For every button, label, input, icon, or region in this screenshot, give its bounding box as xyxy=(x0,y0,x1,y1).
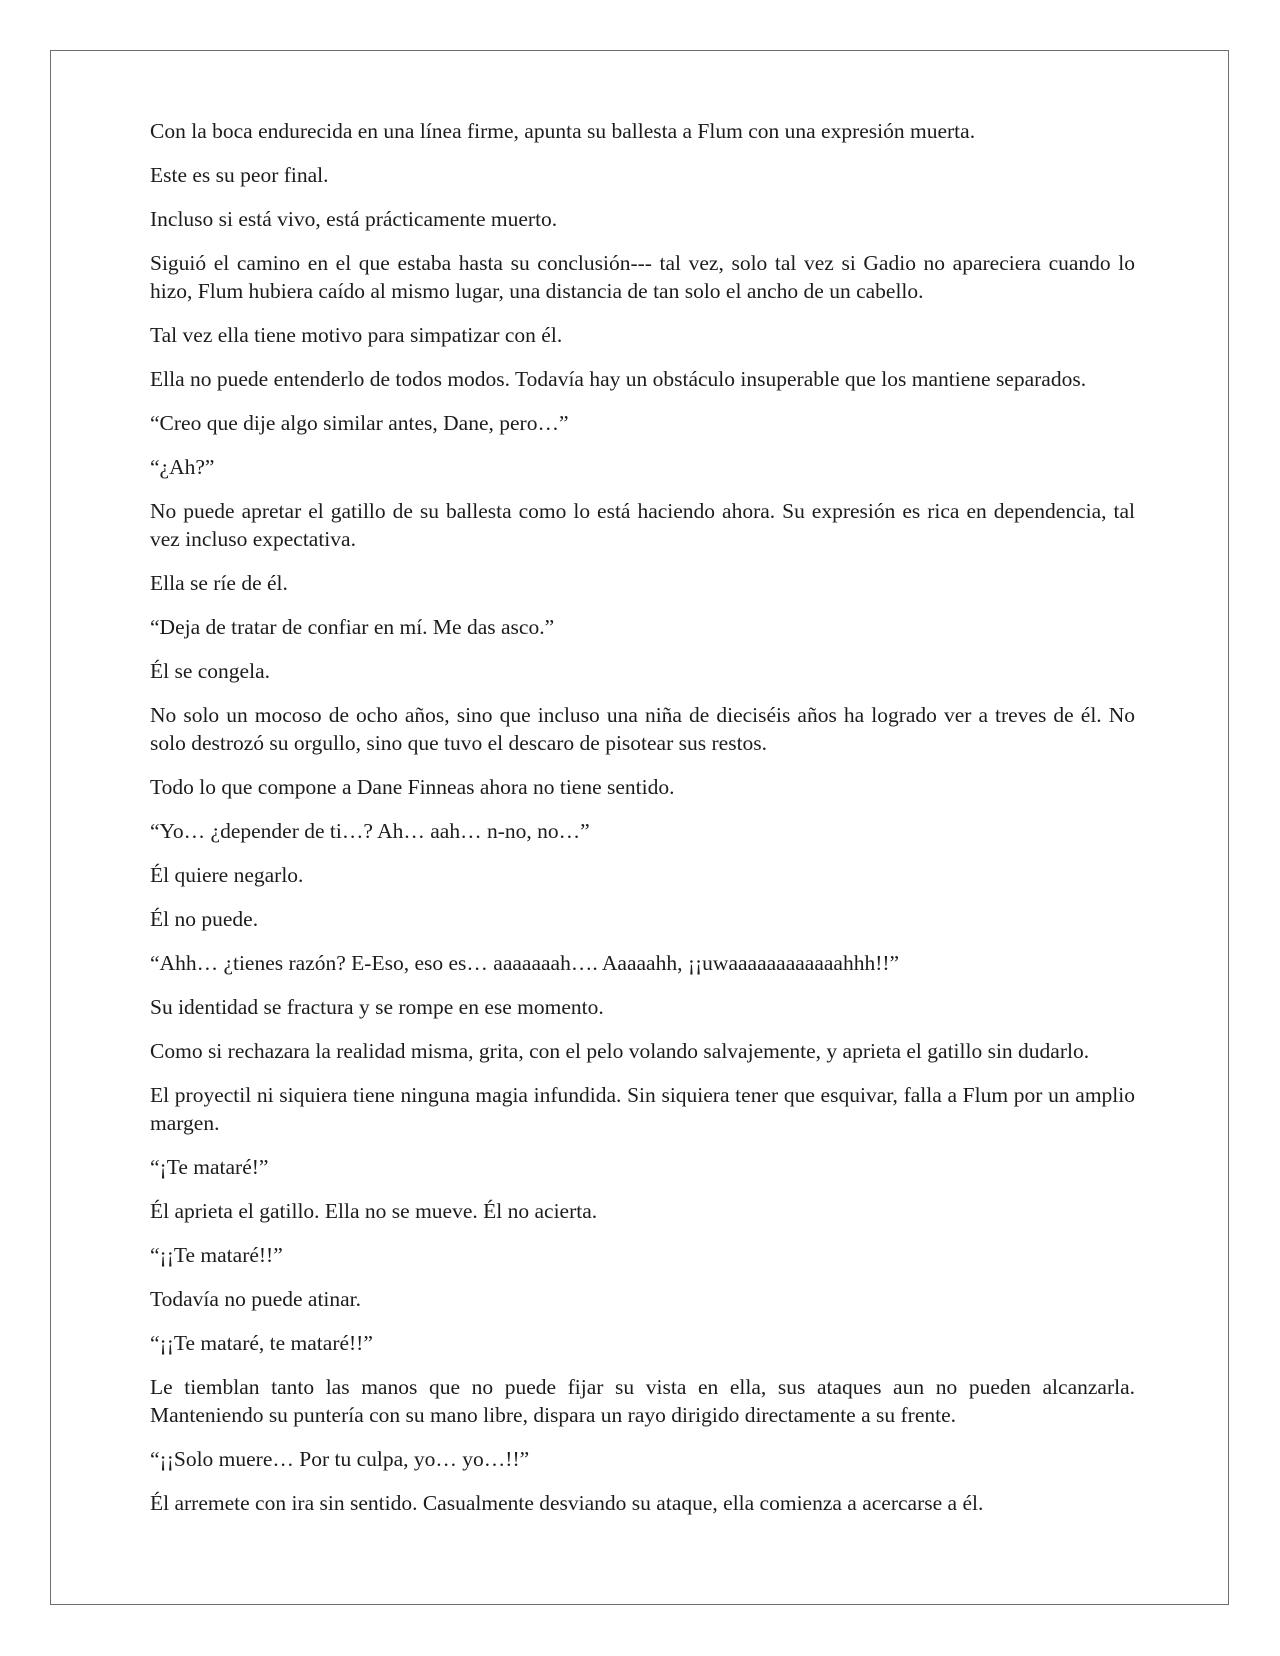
paragraph: Él se congela. xyxy=(150,659,270,683)
paragraph: Su identidad se fractura y se rompe en ese momento. xyxy=(150,995,604,1019)
paragraph: Incluso si está vivo, está prácticamente muerto. xyxy=(150,207,558,231)
paragraph: Siguió el camino en el que estaba hasta su conclusión--- tal vez, solo tal vez si Gadio no apareciera cuando lo hizo, Flum hubiera caído al mismo lugar, una distancia de tan solo el ancho de un cabello. xyxy=(150,251,1135,303)
paragraph: Él no puede. xyxy=(150,907,259,931)
paragraph: “Creo que dije algo similar antes, Dane, pero…” xyxy=(150,411,569,435)
paragraph: Todo lo que compone a Dane Finneas ahora no tiene sentido. xyxy=(150,775,675,799)
paragraph: Ella se ríe de él. xyxy=(150,571,288,595)
paragraph: “¡¡Solo muere… Por tu culpa, yo… yo…!!” xyxy=(150,1447,530,1471)
paragraph: Le tiemblan tanto las manos que no puede fijar su vista en ella, sus ataques aun no pueden alcanzarla. Manteniendo su puntería con su mano libre, dispara un rayo dirigido directamente a su frente. xyxy=(150,1375,1135,1427)
paragraph: El proyectil ni siquiera tiene ninguna magia infundida. Sin siquiera tener que esquivar, falla a Flum por un amplio margen. xyxy=(150,1083,1135,1135)
paragraph: “Ahh… ¿tienes razón? E-Eso, eso es… aaaaaaah…. Aaaaahh, ¡¡uwaaaaaaaaaaaahhh!!” xyxy=(150,951,900,975)
paragraph: Ella no puede entenderlo de todos modos. Todavía hay un obstáculo insuperable que los mantiene separados. xyxy=(150,367,1087,391)
paragraph: “¿Ah?” xyxy=(150,455,215,479)
paragraph: “¡Te mataré!” xyxy=(150,1155,269,1179)
paragraph: Con la boca endurecida en una línea firme, apunta su ballesta a Flum con una expresión muerta. xyxy=(150,119,976,143)
paragraph: No puede apretar el gatillo de su ballesta como lo está haciendo ahora. Su expresión es rica en dependencia, tal vez incluso expectativa. xyxy=(150,499,1135,551)
paragraph: Este es su peor final. xyxy=(150,163,329,187)
paragraph: “Yo… ¿depender de ti…? Ah… aah… n-no, no…” xyxy=(150,819,590,843)
paragraph: Como si rechazara la realidad misma, grita, con el pelo volando salvajemente, y aprieta el gatillo sin dudarlo. xyxy=(150,1039,1090,1063)
paragraph: Él quiere negarlo. xyxy=(150,863,304,887)
paragraph: No solo un mocoso de ocho años, sino que incluso una niña de dieciséis años ha logrado ver a treves de él. No solo destrozó su orgullo, sino que tuvo el descaro de pisotear sus restos. xyxy=(150,703,1135,755)
paragraph: Tal vez ella tiene motivo para simpatizar con él. xyxy=(150,323,563,347)
paragraph: “Deja de tratar de confiar en mí. Me das asco.” xyxy=(150,615,555,639)
paragraph: “¡¡Te mataré!!” xyxy=(150,1243,283,1267)
document-body xyxy=(150,117,1135,1533)
paragraph: “¡¡Te mataré, te mataré!!” xyxy=(150,1331,373,1355)
document-page xyxy=(50,50,1229,1605)
paragraph: Él aprieta el gatillo. Ella no se mueve. Él no acierta. xyxy=(150,1199,598,1223)
paragraph: Todavía no puede atinar. xyxy=(150,1287,362,1311)
paragraph: Él arremete con ira sin sentido. Casualmente desviando su ataque, ella comienza a acercarse a él. xyxy=(150,1491,984,1515)
